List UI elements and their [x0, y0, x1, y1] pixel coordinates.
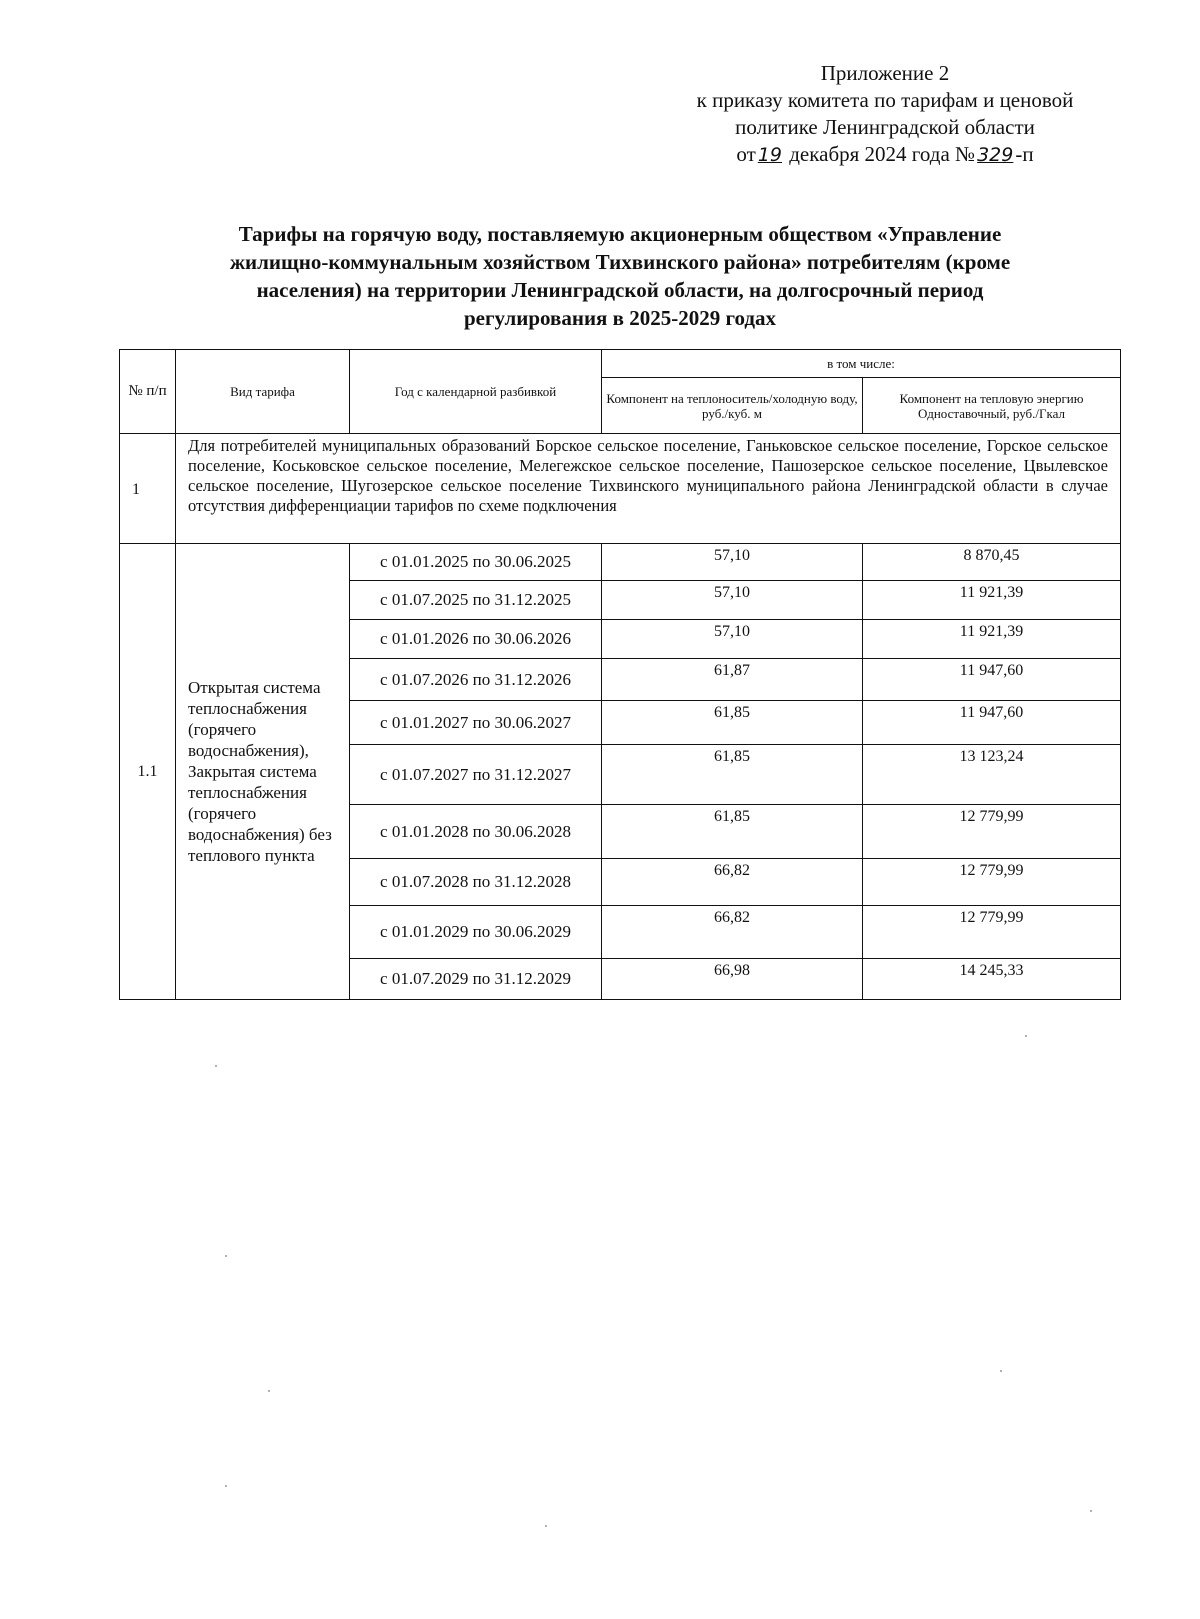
water-component-cell: 57,10 [602, 581, 863, 620]
heat-component-cell: 13 123,24 [863, 745, 1121, 805]
handwritten-day: 19 [757, 144, 782, 166]
water-component-cell: 66,82 [602, 859, 863, 906]
handwritten-order-number: 329 [977, 144, 1014, 166]
period-cell: с 01.07.2029 по 31.12.2029 [350, 959, 602, 1000]
water-component-cell: 61,85 [602, 805, 863, 859]
header-period: Год с календарной разбивкой [350, 350, 602, 434]
period-cell: с 01.07.2025 по 31.12.2025 [350, 581, 602, 620]
period-cell: с 01.07.2026 по 31.12.2026 [350, 659, 602, 701]
appendix-label: Приложение 2 [820, 61, 950, 85]
period-cell: с 01.07.2027 по 31.12.2027 [350, 745, 602, 805]
header-component-heat: Компонент на тепловую энергию Одноставочный, руб./Гкал [863, 378, 1121, 434]
document-title [150, 220, 1090, 332]
heat-component-cell: 14 245,33 [863, 959, 1121, 1000]
period-cell: с 01.01.2027 по 30.06.2027 [350, 701, 602, 745]
appendix-header [640, 60, 1130, 169]
water-component-cell: 57,10 [602, 544, 863, 581]
appendix-date-line [640, 141, 1130, 169]
subgroup-tariff-kind: Открытая система теплоснабжения (горячего водоснабжения), Закрытая система теплоснабжения (горячего водоснабжения) без теплового пункта [176, 544, 350, 1000]
heat-component-cell: 11 947,60 [863, 659, 1121, 701]
date-prefix: от [736, 142, 756, 166]
period-cell: с 01.01.2029 по 30.06.2029 [350, 906, 602, 959]
title-line-2: жилищно-коммунальным хозяйством Тихвинского района» потребителям (кроме [229, 250, 1011, 274]
title-line-4: регулирования в 2025-2029 годах [463, 306, 777, 330]
header-num: № п/п [120, 350, 176, 434]
heat-component-cell: 8 870,45 [863, 544, 1121, 581]
header-including: в том числе: [602, 350, 1121, 378]
water-component-cell: 61,85 [602, 745, 863, 805]
subgroup-index: 1.1 [120, 544, 176, 1000]
heat-component-cell: 12 779,99 [863, 805, 1121, 859]
heat-component-cell: 12 779,99 [863, 906, 1121, 959]
period-cell: с 01.01.2026 по 30.06.2026 [350, 620, 602, 659]
heat-component-cell: 11 921,39 [863, 581, 1121, 620]
group-description: Для потребителей муниципальных образований Борское сельское поселение, Ганьковское сельское поселение, Горское сельское поселение, Коськовское сельское поселение, Мелегежское сельское поселение, Пашозерское сельское поселение, Цвылевское сельское поселение, Шугозерское сельское поселение Тихвинского муниципального района Ленинградской области в случае отсутствия дифференциации тарифов по схеме подключения [176, 434, 1121, 544]
title-line-1: Тарифы на горячую воду, поставляемую акционерным обществом «Управление [238, 222, 1002, 246]
water-component-cell: 66,82 [602, 906, 863, 959]
period-cell: с 01.07.2028 по 31.12.2028 [350, 859, 602, 906]
water-component-cell: 61,85 [602, 701, 863, 745]
group-row [120, 434, 1121, 544]
heat-component-cell: 11 947,60 [863, 701, 1121, 745]
water-component-cell: 66,98 [602, 959, 863, 1000]
title-line-3: населения) на территории Ленинградской области, на долгосрочный период [256, 278, 984, 302]
group-index: 1 [120, 434, 176, 544]
header-kind: Вид тарифа [176, 350, 350, 434]
water-component-cell: 57,10 [602, 620, 863, 659]
appendix-order-ref: к приказу комитета по тарифам и ценовой [696, 88, 1074, 112]
date-suffix: -п [1015, 142, 1034, 166]
heat-component-cell: 11 921,39 [863, 620, 1121, 659]
water-component-cell: 61,87 [602, 659, 863, 701]
appendix-region: политике Ленинградской области [735, 115, 1035, 139]
heat-component-cell: 12 779,99 [863, 859, 1121, 906]
table-row [120, 544, 1121, 581]
period-cell: с 01.01.2025 по 30.06.2025 [350, 544, 602, 581]
date-middle: декабря 2024 года № [784, 142, 976, 166]
tariff-table [119, 349, 1121, 1000]
header-component-water: Компонент на теплоноситель/холодную воду, руб./куб. м [602, 378, 863, 434]
period-cell: с 01.01.2028 по 30.06.2028 [350, 805, 602, 859]
